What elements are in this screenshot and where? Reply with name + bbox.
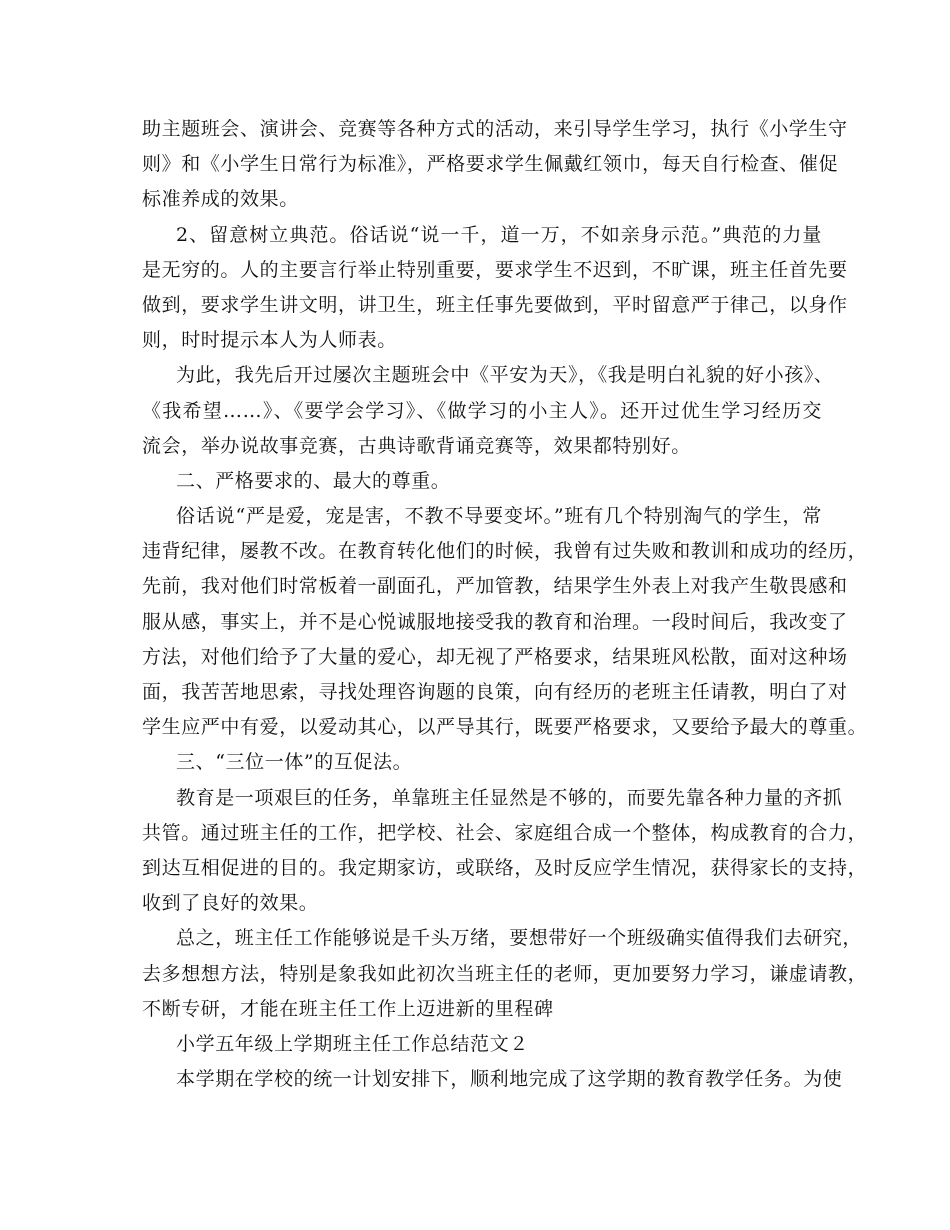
paragraph-start-line: 总之，班主任工作能够说是千头万绪，要想带好一个班级确实值得我们去研究，: [176, 927, 863, 950]
text-line: 《我希望……》、《要学会学习》、《做学习的小主人》。还开过优生学习经历交: [142, 399, 822, 422]
text-line: 做到，要求学生讲文明，讲卫生，班主任事先要做到，平时留意严于律己，以身作: [142, 293, 848, 316]
text-line: 不断专研，才能在班主任工作上迈进新的里程碑: [142, 997, 554, 1020]
paragraph-start-line: 本学期在学校的统一计划安排下，顺利地完成了这学期的教育教学任务。为使: [176, 1068, 843, 1091]
paragraph-start-line: 俗话说“严是爱，宠是害，不教不导要变坏。”班有几个特别淘气的学生，常: [176, 505, 822, 528]
paragraph-start-line: 为此，我先后开过屡次主题班会中《平安为天》，《我是明白礼貌的好小孩》、: [176, 364, 834, 387]
text-line: 违背纪律，屡教不改。在教育转化他们的时候，我曾有过失败和教训和成功的经历，: [142, 540, 868, 563]
document-body: [142, 112, 868, 1097]
text-line: 标准养成的效果。: [142, 188, 299, 211]
section-heading: 二、严格要求的、最大的尊重。: [176, 469, 451, 492]
text-line: 助主题班会、演讲会、竞赛等各种方式的活动，来引导学生学习，执行《小学生守: [142, 118, 848, 140]
text-line: 则》和《小学生日常行为标准》，严格要求学生佩戴红领巾，每天自行检查、催促: [142, 153, 839, 176]
text-line: 则，时时提示本人为人师表。: [142, 329, 397, 352]
text-line: 服从感，事实上，并不是心悦诚服地接受我的教育和治理。一段时间后，我改变了: [142, 610, 848, 633]
text-line: 先前，我对他们时常板着一副面孔，严加管教，结果学生外表上对我产生敬畏感和: [142, 575, 848, 598]
text-line: 方法，对他们给予了大量的爱心，却无视了严格要求，结果班风松散，面对这种场: [142, 645, 848, 668]
text-line: 共管。通过班主任的工作，把学校、社会、家庭组合成一个整体，构成教育的合力，: [142, 821, 868, 844]
text-line: 到达互相促进的目的。我定期家访，或联络，及时反应学生情况，获得家长的支持，: [142, 856, 868, 879]
section-heading: 三、“三位一体”的互促法。: [176, 751, 413, 774]
text-line: 去多想想方法，特别是象我如此初次当班主任的老师，更加要努力学习，谦虚请教，: [142, 962, 868, 985]
text-line: 流会，举办说故事竞赛，古典诗歌背诵竞赛等，效果都特别好。: [142, 434, 691, 457]
text-line: 收到了良好的效果。: [142, 892, 319, 915]
paragraph-start-line: 教育是一项艰巨的任务，单靠班主任显然是不够的，而要先靠各种力量的齐抓: [176, 786, 843, 809]
text-line: 面，我苦苦地思索，寻找处理咨询题的良策，向有经历的老班主任请教，明白了对: [142, 681, 848, 703]
text-line: 学生应严中有爱，以爱动其心，以严导其行，既要严格要求，又要给予最大的尊重。: [142, 716, 868, 739]
document-title: 小学五年级上学期班主任工作总结范文２: [176, 1032, 529, 1055]
paragraph-start-line: 2、留意树立典范。俗话说“说一千，道一万，不如亲身示范。”典范的力量: [176, 223, 822, 246]
text-line: 是无穷的。人的主要言行举止特别重要，要求学生不迟到，不旷课，班主任首先要: [142, 258, 848, 281]
